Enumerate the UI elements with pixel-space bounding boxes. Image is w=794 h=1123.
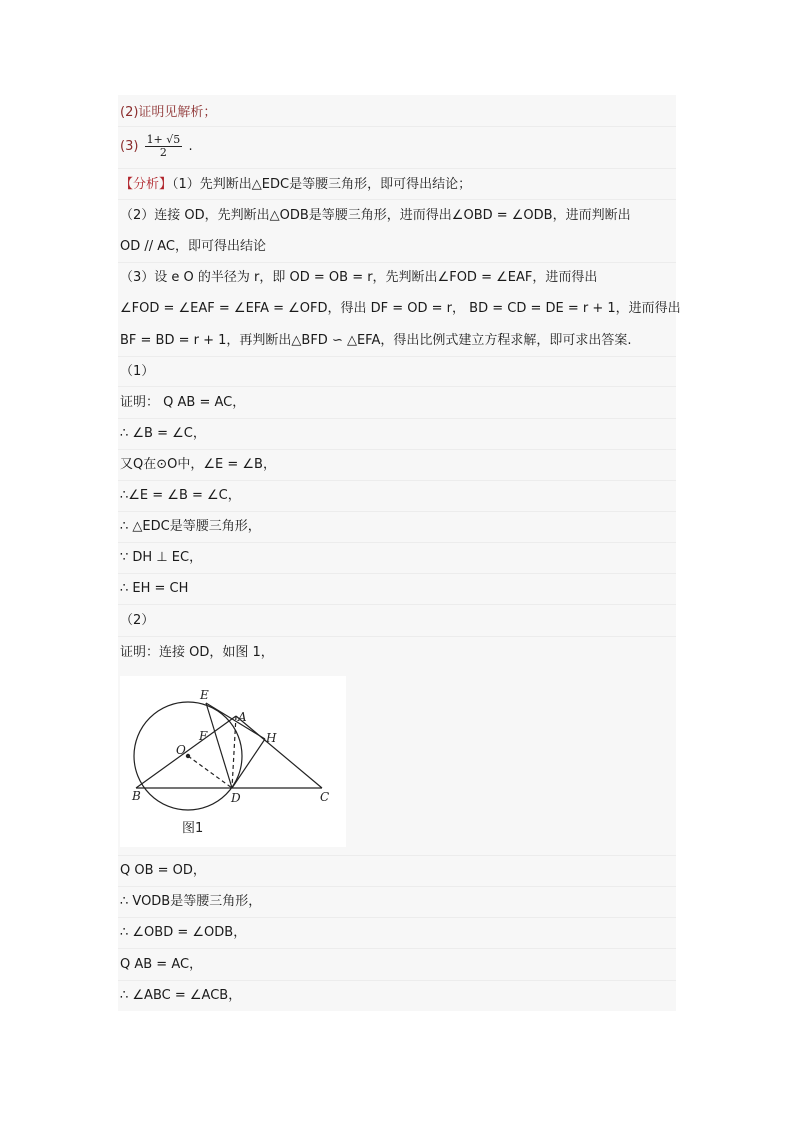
row-divider [118,917,676,918]
analysis-step-3-end: BF = BD = r + 1，再判断出△BFD ∽ △EFA，得出比例式建立方程求解，即可求出答案. [120,333,632,348]
row-divider [118,948,676,949]
row-divider [118,126,676,127]
center-point-o [186,754,190,758]
proof-line: 又Q在⊙O中，∠E = ∠B， [120,457,276,472]
row-divider [118,449,676,450]
row-divider [118,855,676,856]
row-divider [118,604,676,605]
analysis-step-3: （3）设 e O 的半径为 r，即 OD = OB = r，先判断出∠FOD = ∠EAF，进而得出 [120,270,598,285]
figure-1-diagram [120,676,346,847]
label-o: O [176,743,186,757]
row-divider [118,386,676,387]
row-divider [118,168,676,169]
answer-part-3: (3) $\frac{1+ √5}{2}$ . [120,133,193,159]
fraction [145,134,183,159]
proof-line: 证明：连接 OD，如图 1， [120,645,274,660]
proof-line: 证明： Q AB = AC， [120,395,246,410]
label-f: F [199,729,208,743]
row-divider [118,356,676,357]
proof-line: ∴ ∠OBD = ∠ODB， [120,925,247,940]
proof-part-2-label: （2） [120,613,155,628]
label-a: A [238,710,247,724]
analysis-step-3-cont: ∠FOD = ∠EAF = ∠EFA = ∠OFD，得出 DF = OD = r， BD = CD = DE = r + 1，进而得出 [120,301,681,316]
row-divider [118,511,676,512]
proof-line: ∴ ∠ABC = ∠ACB， [120,988,242,1003]
row-divider [118,542,676,543]
proof-line: Q AB = AC， [120,957,203,972]
row-divider [118,199,676,200]
label-h: H [266,731,277,745]
proof-line: ∴ EH = CH [120,581,189,596]
segment-od [188,756,232,788]
row-divider [118,573,676,574]
label-d: D [231,791,241,805]
proof-line: ∵ DH ⊥ EC， [120,550,203,565]
segment-ed [206,703,232,788]
fraction-numerator: 1+ √5 [146,133,181,146]
analysis-step-2-cont: OD // AC，即可得出结论 [120,239,267,254]
proof-line: ∴ VODB是等腰三角形， [120,894,262,909]
row-divider [118,886,676,887]
proof-line: ∴ ∠B = ∠C， [120,426,206,441]
analysis-tag: 【分析】 [120,177,173,192]
row-divider [118,480,676,481]
figure-caption: 图1 [182,821,204,836]
row-divider [118,636,676,637]
row-divider [118,418,676,419]
geometry-figure [120,676,346,847]
segment-dh [232,739,265,788]
proof-line: ∴∠E = ∠B = ∠C， [120,488,241,503]
row-divider [118,980,676,981]
fraction-denominator: 2 [159,146,167,159]
label-b: B [132,789,141,803]
row-divider [118,262,676,263]
analysis-heading: 【分析】（1）先判断出△EDC是等腰三角形，即可得出结论； [120,177,472,192]
proof-part-1-label: （1） [120,364,155,379]
segment-ac [236,716,322,788]
label-c: C [320,790,330,804]
label-e: E [200,688,209,702]
answer-part-2: (2)证明见解析； [120,105,217,120]
proof-line: ∴ △EDC是等腰三角形， [120,519,261,534]
proof-line: Q OB = OD， [120,863,206,878]
analysis-step-2: （2）连接 OD，先判断出△ODB是等腰三角形，进而得出∠OBD = ∠ODB，进而判断出 [120,208,631,223]
